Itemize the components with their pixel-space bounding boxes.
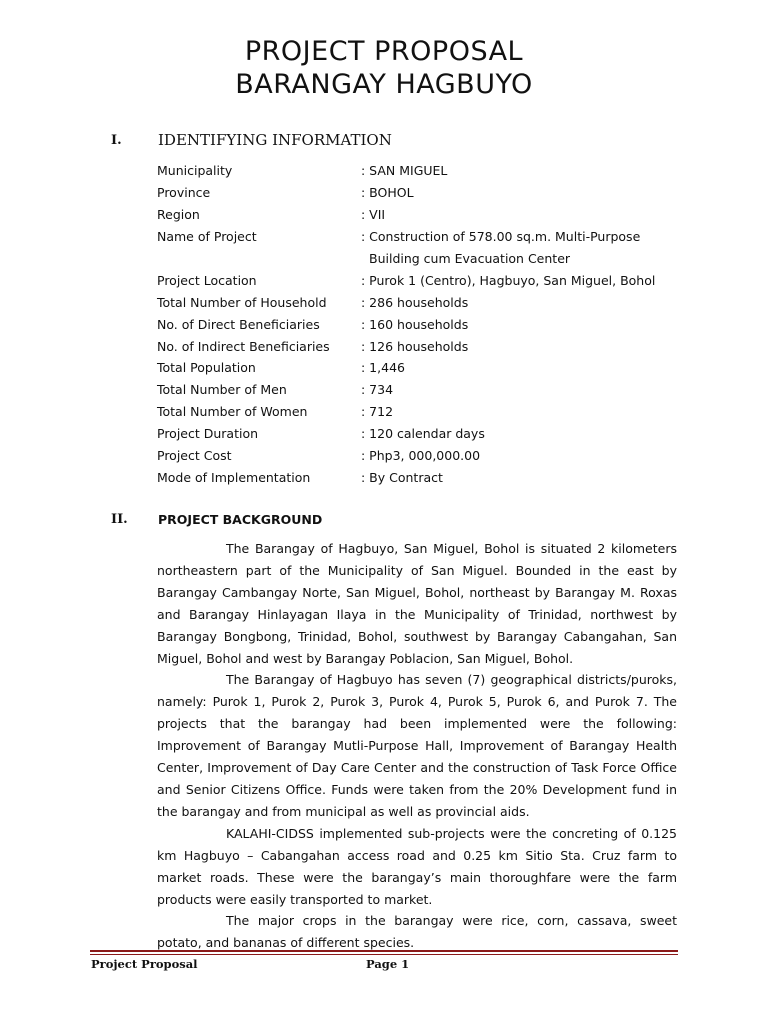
info-label: Project Duration <box>157 426 259 441</box>
info-value: : SAN MIGUEL <box>361 163 448 178</box>
info-value: : 126 households <box>361 339 469 354</box>
info-value: : BOHOL <box>361 185 414 200</box>
info-value: : 160 households <box>361 317 469 332</box>
info-value: : By Contract <box>361 470 443 485</box>
info-row <box>0 163 768 185</box>
info-row <box>0 404 768 426</box>
info-row <box>0 273 768 295</box>
info-value: : Php3, 000,000.00 <box>361 448 481 463</box>
info-value: : 734 <box>361 382 394 397</box>
paragraph: The Barangay of Hagbuyo, San Miguel, Bohol is situated 2 kilometers northeastern part of the Municipality of San Miguel. Bounded in the east by Barangay Cambangay Norte, San Miguel, Bohol, northeast by Barangay M. Roxas and Barangay Hinlayagan Ilaya in the Municipality of Trinidad, northwest by Barangay Bongbong, Trinidad, Bohol, southwest by Barangay Cabangahan, San Miguel, Bohol and west by Barangay Poblacion, San Miguel, Bohol. <box>157 541 677 666</box>
paragraph: The Barangay of Hagbuyo has seven (7) geographical districts/puroks, namely: Purok 1, Purok 2, Purok 3, Purok 4, Purok 5, Purok 6, and Purok 7. The projects that the barangay had been implemented were the following: Improvement of Barangay Mutli-Purpose Hall, Improvement of Barangay Health Center, Improvement of Day Care Center and the construction of Task Force Office and Senior Citizens Office. Funds were taken from the 20% Development fund in the barangay and from municipal as well as provincial aids. <box>157 672 677 819</box>
info-value: : 120 calendar days <box>361 426 485 441</box>
info-label: Total Number of Women <box>157 404 308 419</box>
document-title: PROJECT PROPOSAL <box>244 36 524 67</box>
info-value: : 286 households <box>361 295 469 310</box>
paragraph: KALAHI-CIDSS implemented sub-projects were the concreting of 0.125 km Hagbuyo – Cabangahan access road and 0.25 km Sitio Sta. Cruz farm to market roads. These were the barangay’s main thoroughfare were the farm products were easily transported to market. <box>157 825 677 907</box>
info-row <box>0 448 768 470</box>
footer-rule <box>90 954 678 955</box>
info-label: Province <box>157 185 211 200</box>
info-row <box>0 295 768 317</box>
footer-title: Project Proposal <box>91 957 198 971</box>
section-heading: PROJECT BACKGROUND <box>158 512 323 527</box>
info-row <box>0 426 768 448</box>
info-label: Total Number of Household <box>157 295 327 310</box>
info-label: Municipality <box>157 163 233 178</box>
info-label: Total Population <box>157 360 256 375</box>
info-row <box>0 382 768 404</box>
info-label: Name of Project <box>157 229 257 244</box>
info-value: : Construction of 578.00 sq.m. Multi-Purpose <box>361 229 641 244</box>
section-number: II. <box>111 512 128 527</box>
info-row <box>0 360 768 382</box>
section-heading: IDENTIFYING INFORMATION <box>158 131 392 149</box>
info-value: : 1,446 <box>361 360 405 375</box>
info-label: Total Number of Men <box>157 382 287 397</box>
info-label: Mode of Implementation <box>157 470 311 485</box>
info-row <box>0 470 768 492</box>
info-label: No. of Direct Beneficiaries <box>157 317 320 332</box>
info-row <box>0 317 768 339</box>
info-value: : Purok 1 (Centro), Hagbuyo, San Miguel, Bohol <box>361 273 656 288</box>
info-row <box>0 339 768 361</box>
project-background-text <box>157 538 677 954</box>
info-value: : VII <box>361 207 386 222</box>
info-label: Project Location <box>157 273 257 288</box>
info-value-continued: Building cum Evacuation Center <box>369 251 571 266</box>
document-subtitle: BARANGAY HAGBUYO <box>235 69 533 100</box>
info-value: : 712 <box>361 404 394 419</box>
info-row <box>0 185 768 207</box>
section-number: I. <box>111 133 122 148</box>
info-row <box>0 207 768 229</box>
info-label: Project Cost <box>157 448 232 463</box>
info-label: Region <box>157 207 200 222</box>
footer-rule <box>90 950 678 952</box>
page-number: Page 1 <box>366 957 410 971</box>
info-row <box>0 229 768 266</box>
info-label: No. of Indirect Beneficiaries <box>157 339 330 354</box>
paragraph: The major crops in the barangay were rice, corn, cassava, sweet potato, and bananas of different species. <box>157 913 677 951</box>
